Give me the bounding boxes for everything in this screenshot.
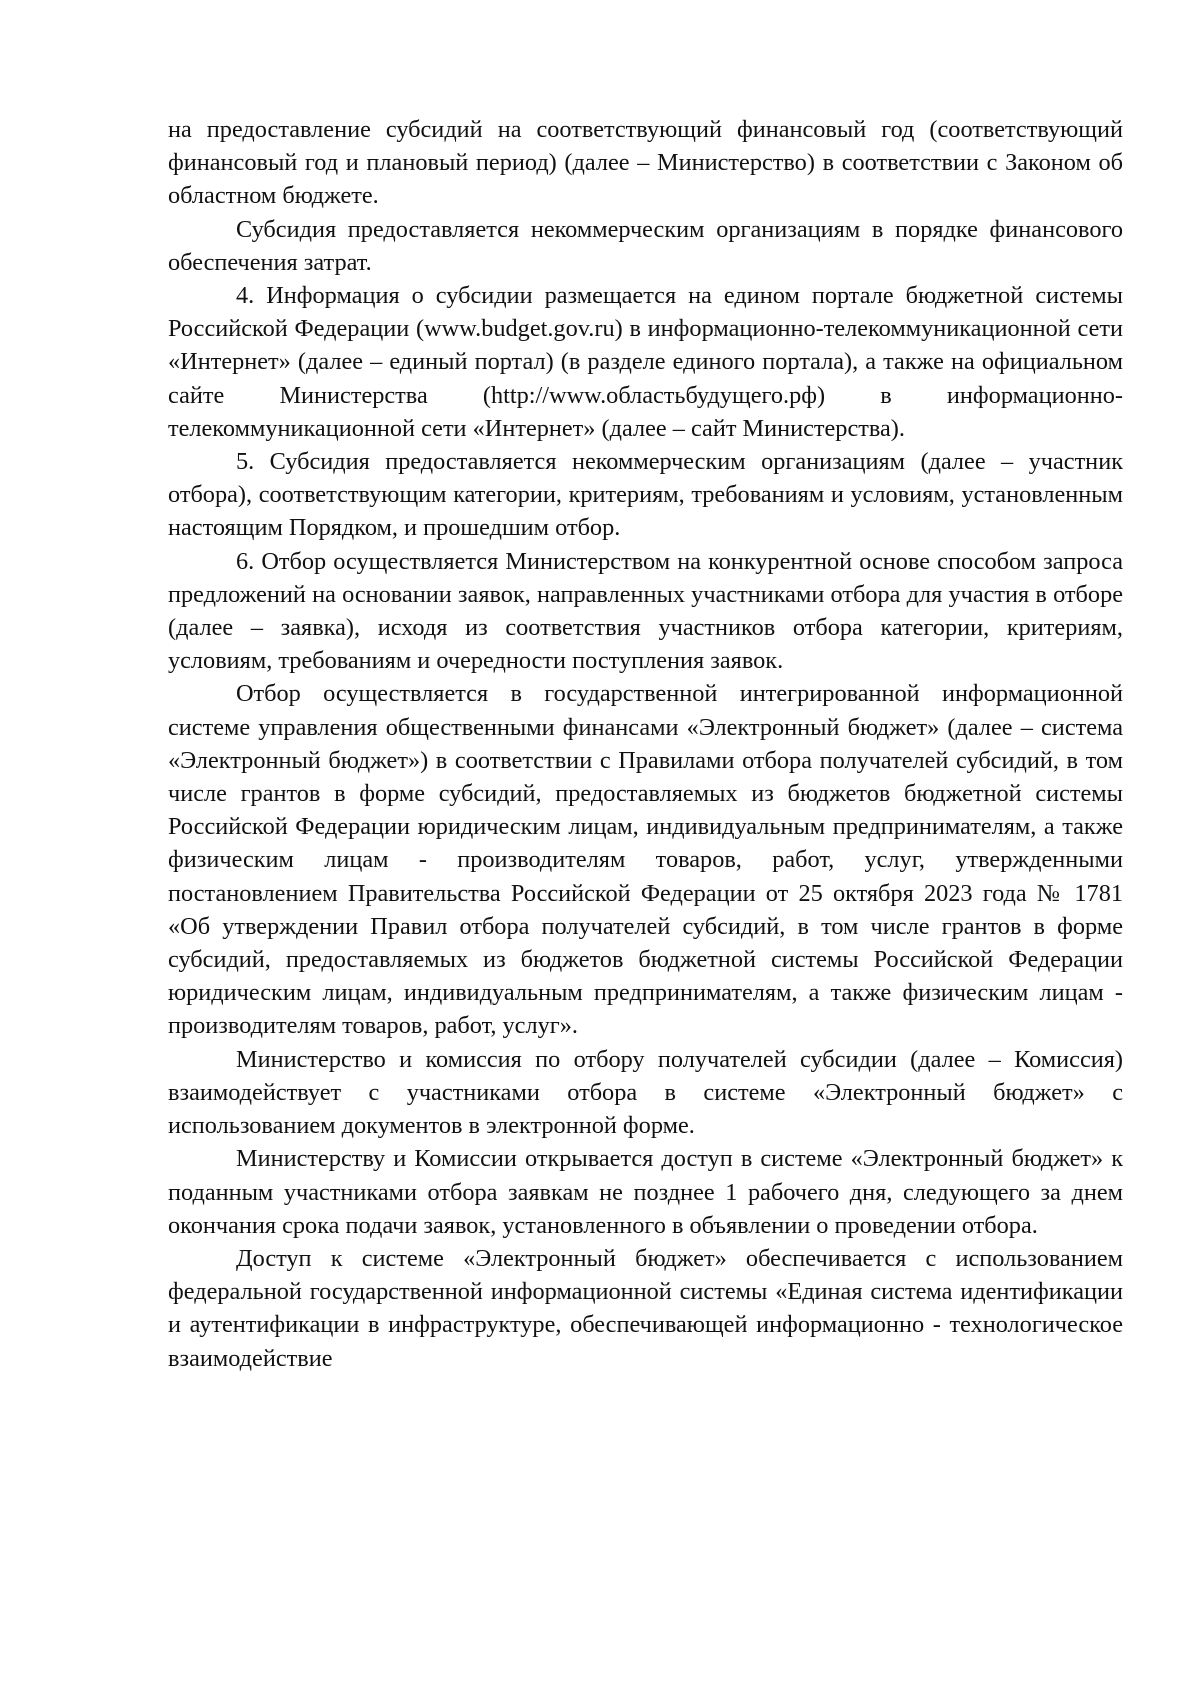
paragraph-subsidy-purpose: Субсидия предоставляется некоммерческим организациям в порядке финансового обеспечения затрат. — [168, 215, 1123, 276]
paragraph-commission: Министерство и комиссия по отбору получателей субсидии (далее – Комиссия) взаимодействует с участниками отбора в системе «Электронный бюджет» с использованием документов в электронной форме. — [168, 1045, 1123, 1140]
paragraph-selection-system: Отбор осуществляется в государственной интегрированной информационной системе управления общественными финансами «Электронный бюджет» (далее – система «Электронный бюджет») в соответствии с Правилами отбора получателей субсидий, в том числе грантов в форме субсидий, предоставляемых из бюджетов бюджетной системы Российской Федерации юридическим лицам, индивидуальным предпринимателям, а также физическим лицам - производителям товаров, работ, услуг, утвержденными постановлением Правительства Российской Федерации от 25 октября 2023 года № 1781 «Об утверждении Правил отбора получателей субсидий, в том числе грантов в форме субсидий, предоставляемых из бюджетов бюджетной системы Российской Федерации юридическим лицам, индивидуальным предпринимателям, а также физическим лицам - производителям товаров, работ, услуг». — [168, 680, 1123, 1040]
paragraph-access-esia: Доступ к системе «Электронный бюджет» обеспечивается с использованием федеральной государственной информационной системы «Единая система идентификации и аутентификации в инфраструктуре, обеспечивающей информационно - технологическое взаимодействие — [168, 1244, 1123, 1372]
paragraph-access: Министерству и Комиссии открывается доступ в системе «Электронный бюджет» к поданным участниками отбора заявкам не позднее 1 рабочего дня, следующего за днем окончания срока подачи заявок, установленного в объявлении о проведении отбора. — [168, 1145, 1123, 1239]
paragraph-item-4: 4. Информация о субсидии размещается на едином портале бюджетной системы Российской Федерации (www.budget.gov.ru) в информационно-телекоммуникационной сети «Интернет» (далее – единый портал) (в разделе единого портала), а также на официальном сайте Министерства (http://www.областьбудущего.рф) в информационно-телекоммуникационной сети «Интернет» (далее – сайт Министерства). — [168, 282, 1123, 442]
paragraph-item-5: 5. Субсидия предоставляется некоммерческим организациям (далее – участник отбора), соответствующим категории, критериям, требованиям и условиям, установленным настоящим Порядком, и прошедшим отбор. — [168, 448, 1123, 542]
paragraph-intro-continuation: на предоставление субсидий на соответствующий финансовый год (соответствующий финансовый год и плановый период) (далее – Министерство) в соответствии с Законом об областном бюджете. — [168, 116, 1123, 210]
document-page — [168, 113, 1123, 1623]
paragraph-item-6: 6. Отбор осуществляется Министерством на конкурентной основе способом запроса предложений на основании заявок, направленных участниками отбора для участия в отборе (далее – заявка), исходя из соответствия участников отбора категории, критериям, условиям, требованиям и очередности поступления заявок. — [168, 547, 1123, 675]
